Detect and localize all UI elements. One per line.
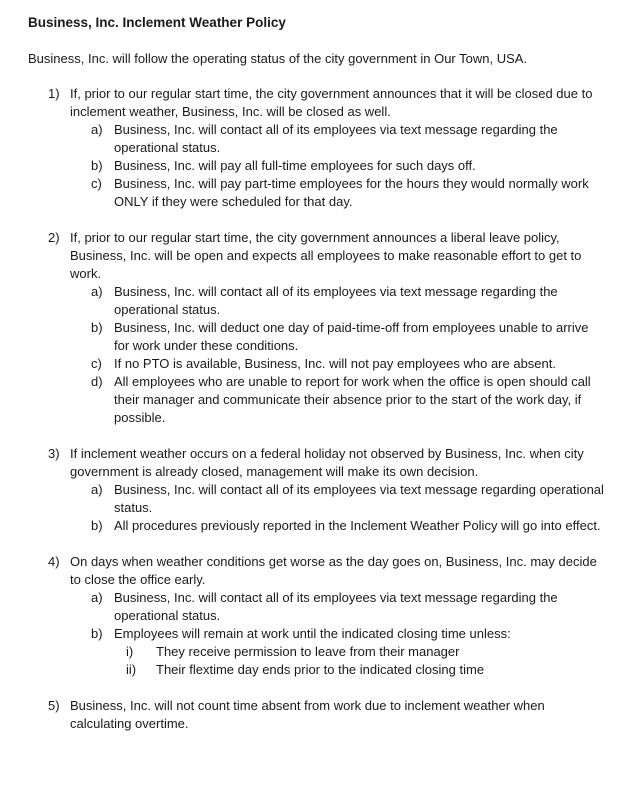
sub-item-label: b) (91, 518, 103, 533)
sub-list (70, 283, 605, 427)
sub-item-text: Business, Inc. will contact all of its employees via text message regarding the operational status. (114, 590, 558, 623)
sub-item (70, 319, 605, 355)
item-number: 5) (48, 698, 60, 713)
sub-item-label: b) (91, 626, 103, 641)
sub-item (70, 121, 605, 157)
item-text: On days when weather conditions get worse as the day goes on, Business, Inc. may decide to close the office early. (70, 554, 597, 587)
item-text: Business, Inc. will not count time absent from work due to inclement weather when calculating overtime. (70, 698, 545, 731)
sub-sub-item-label: i) (126, 644, 134, 659)
sub-sub-list (114, 643, 605, 679)
sub-item-text: If no PTO is available, Business, Inc. will not pay employees who are absent. (114, 356, 556, 371)
item-text: If inclement weather occurs on a federal holiday not observed by Business, Inc. when city government is already closed, management will make its own decision. (70, 446, 584, 479)
policy-item-2 (28, 229, 605, 427)
document-title: Business, Inc. Inclement Weather Policy (28, 15, 286, 30)
sub-sub-item (114, 661, 605, 679)
item-number: 1) (48, 86, 60, 101)
sub-item-text: Business, Inc. will contact all of its employees via text message regarding the operational status. (114, 122, 558, 155)
sub-item-text: Business, Inc. will contact all of its employees via text message regarding the operational status. (114, 284, 558, 317)
sub-list (70, 121, 605, 211)
sub-item (70, 283, 605, 319)
item-number: 3) (48, 446, 60, 461)
sub-item-label: a) (91, 122, 103, 137)
sub-item (70, 517, 605, 535)
sub-item-label: d) (91, 374, 103, 389)
sub-item (70, 625, 605, 679)
sub-item-text: Business, Inc. will deduct one day of paid-time-off from employees unable to arrive for work under these conditions. (114, 320, 589, 353)
sub-item (70, 373, 605, 427)
sub-sub-item (114, 643, 605, 661)
policy-item-4 (28, 553, 605, 679)
sub-item-label: b) (91, 320, 103, 335)
sub-item-text: All employees who are unable to report for work when the office is open should call their manager and communicate their absence prior to the start of the work day, if possible. (114, 374, 591, 425)
item-text: If, prior to our regular start time, the city government announces a liberal leave policy, Business, Inc. will be open and expects all employees to make reasonable effort to get to work. (70, 230, 582, 281)
sub-item-label: a) (91, 284, 103, 299)
intro-paragraph: Business, Inc. will follow the operating status of the city government in Our Town, USA. (28, 51, 528, 66)
sub-item-text: Business, Inc. will pay all full-time employees for such days off. (114, 158, 476, 173)
sub-sub-item-text: They receive permission to leave from their manager (156, 644, 460, 659)
sub-list (70, 589, 605, 679)
sub-item (70, 175, 605, 211)
sub-item-text: Business, Inc. will pay part-time employees for the hours they would normally work ONLY if they were scheduled for that day. (114, 176, 589, 209)
policy-item-5 (28, 697, 605, 733)
policy-item-3 (28, 445, 605, 535)
sub-item-text: All procedures previously reported in the Inclement Weather Policy will go into effect. (114, 518, 601, 533)
sub-item-label: c) (91, 356, 102, 371)
item-number: 4) (48, 554, 60, 569)
sub-sub-item-text: Their flextime day ends prior to the indicated closing time (156, 662, 485, 677)
policy-list (28, 85, 605, 733)
sub-sub-item-label: ii) (126, 662, 137, 677)
item-text: If, prior to our regular start time, the city government announces that it will be closed due to inclement weather, Business, Inc. will be closed as well. (70, 86, 593, 119)
sub-item-text: Business, Inc. will contact all of its employees via text message regarding operational status. (114, 482, 604, 515)
sub-item (70, 589, 605, 625)
sub-item (70, 355, 605, 373)
sub-list (70, 481, 605, 535)
sub-item-label: b) (91, 158, 103, 173)
sub-item (70, 157, 605, 175)
sub-item (70, 481, 605, 517)
policy-item-1 (28, 85, 605, 211)
sub-item-label: a) (91, 590, 103, 605)
item-number: 2) (48, 230, 60, 245)
sub-item-label: a) (91, 482, 103, 497)
sub-item-text: Employees will remain at work until the indicated closing time unless: (114, 626, 511, 641)
sub-item-label: c) (91, 176, 102, 191)
